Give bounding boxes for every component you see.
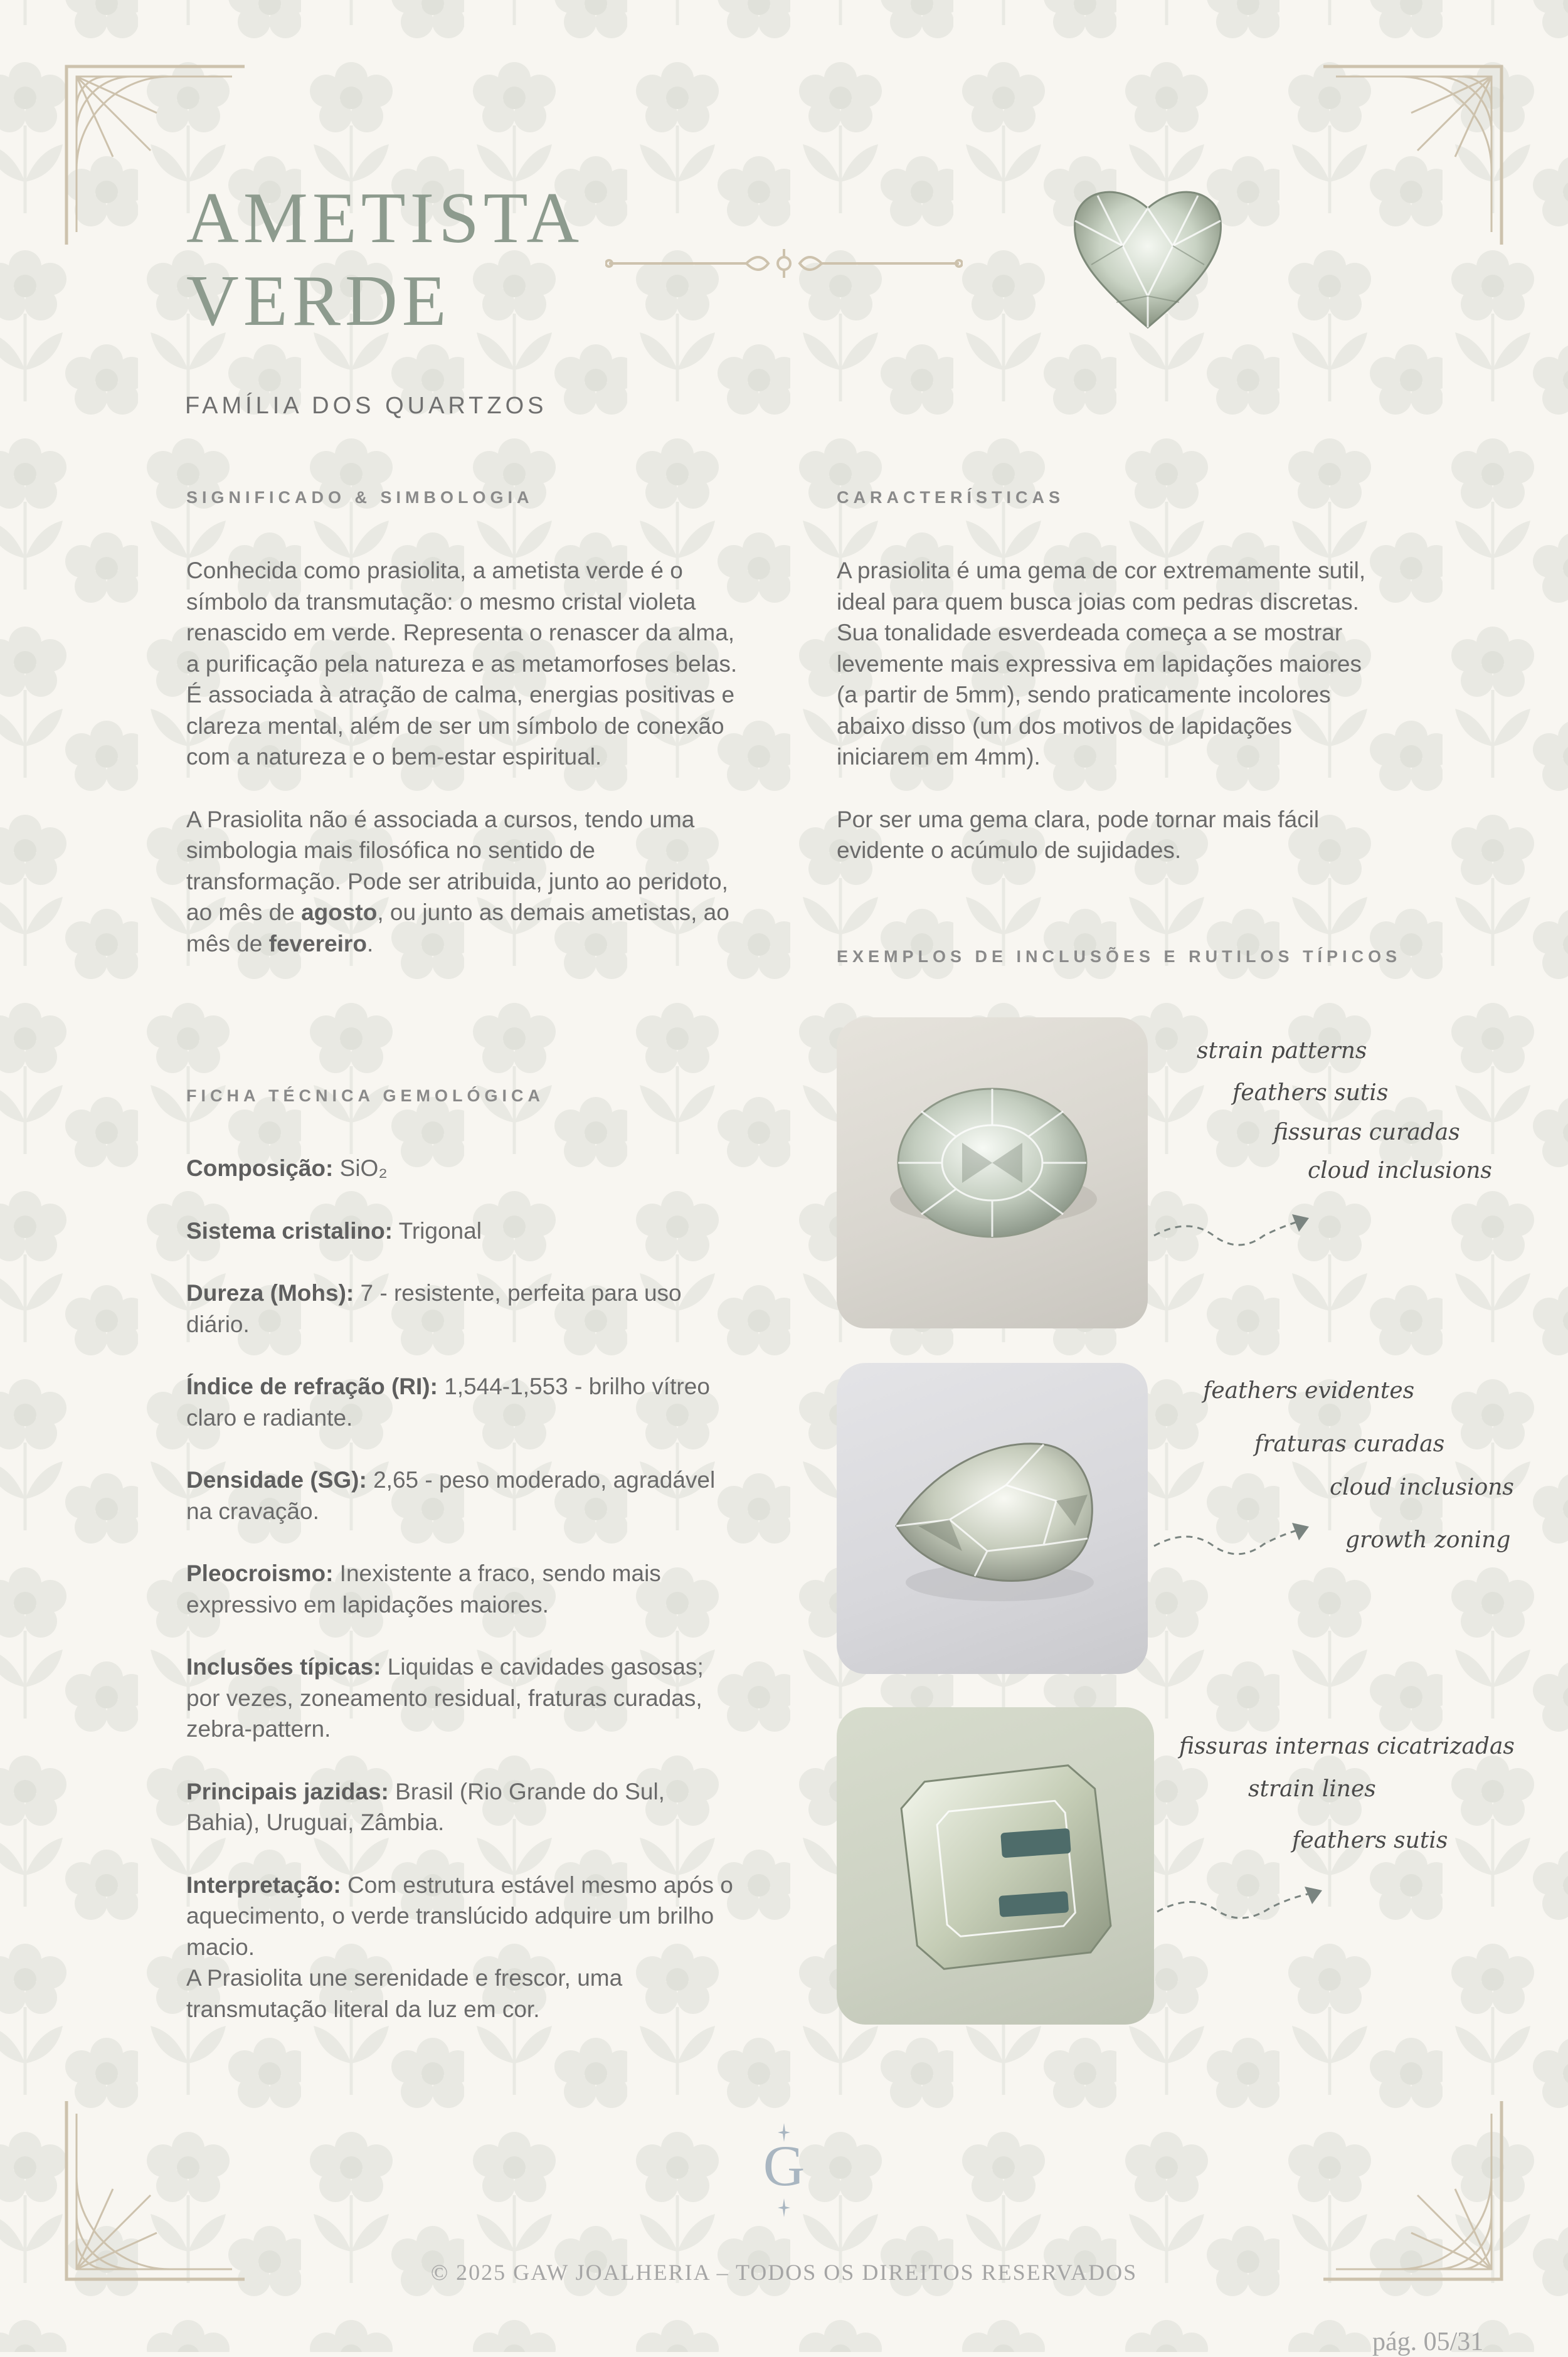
exemplos-heading: EXEMPLOS DE INCLUSÕES E RUTILOS TÍPICOS <box>837 947 1402 966</box>
pear-gem-photo <box>837 1363 1148 1674</box>
pear-note-1: feathers evidentes <box>1203 1378 1415 1404</box>
spec-label: Principais jazidas: <box>186 1778 389 1804</box>
pear-gem-image <box>837 1363 1148 1674</box>
title-line-1: AMETISTA <box>186 178 584 258</box>
oval-note-4: cloud inclusions <box>1308 1158 1492 1184</box>
spec-label: Inclusões típicas: <box>186 1654 381 1680</box>
month-fevereiro: fevereiro <box>268 930 367 956</box>
spec-inclusoes <box>186 1651 738 1745</box>
oval-note-3: fissuras curadas <box>1273 1120 1460 1145</box>
spec-jazidas <box>186 1776 738 1838</box>
caracteristicas-section <box>837 555 1389 866</box>
spec-value: SiO₂ <box>333 1155 388 1181</box>
corner-ornament-top-right <box>1317 63 1505 251</box>
title-divider-flourish <box>605 248 963 279</box>
ficha-tecnica-list <box>186 1153 738 2025</box>
pear-note-3: cloud inclusions <box>1330 1475 1514 1500</box>
corner-ornament-bottom-right <box>1317 2095 1505 2283</box>
pear-note-4: growth zoning <box>1345 1527 1511 1553</box>
page-subtitle: FAMÍLIA DOS QUARTZOS <box>185 393 548 419</box>
spec-dureza <box>186 1278 738 1340</box>
significado-heading: SIGNIFICADO & SIMBOLOGIA <box>186 488 534 507</box>
caracteristicas-heading: CARACTERÍSTICAS <box>837 488 1065 507</box>
significado-p2-a: A Prasiolita não é associada a cursos, tendo uma simbologia mais filosófica no sentido de transformação. Pode ser atribuida, junto ao peridoto, ao mês de <box>186 806 728 925</box>
spec-interpretacao <box>186 1870 738 2025</box>
page-title <box>186 177 583 342</box>
logo-star-bottom-icon <box>778 2198 790 2220</box>
emerald-cut-gem-image <box>837 1707 1154 2025</box>
pear-note-2: fraturas curadas <box>1254 1431 1445 1457</box>
spec-value: 2,65 - peso moderado, agradável na cravação. <box>186 1467 716 1524</box>
significado-section <box>186 555 738 959</box>
spec-value: Brasil (Rio Grande do Sul, Bahia), Uruguai, Zâmbia. <box>186 1778 665 1835</box>
title-line-2: VERDE <box>186 261 451 341</box>
corner-ornament-bottom-left <box>63 2095 251 2283</box>
significado-p2-e: . <box>366 930 374 956</box>
spec-value: 7 - resistente, perfeita para uso diário. <box>186 1280 682 1337</box>
spec-label: Pleocroismo: <box>186 1560 334 1586</box>
spec-value: Inexistente a fraco, sendo mais expressivo em lapidações maiores. <box>186 1560 661 1618</box>
oval-note-2: feathers sutis <box>1232 1080 1389 1106</box>
ficha-heading: FICHA TÉCNICA GEMOLÓGICA <box>186 1086 544 1105</box>
pear-pointer-arrow-icon <box>1151 1518 1314 1568</box>
oval-pointer-arrow-icon <box>1151 1210 1314 1261</box>
oval-gem-photo <box>837 1017 1148 1328</box>
spec-value: Trigonal <box>393 1217 482 1244</box>
significado-paragraph-1: Conhecida como prasiolita, a ametista verde é o símbolo da transmutação: o mesmo cristal violeta renascido em verde. Representa o renascer da alma, a purificação pela natureza e as metamorfoses belas. É associada à atração de calma, energias positivas e clareza mental, além de ser um símbolo de conexão com a natureza e o bem-estar espiritual. <box>186 558 738 770</box>
spec-composicao <box>186 1153 738 1184</box>
spec-label: Composição: <box>186 1155 334 1181</box>
significado-paragraph-2 <box>186 804 738 960</box>
brand-logo: G <box>763 2134 805 2198</box>
oval-note-1: strain patterns <box>1197 1038 1367 1064</box>
spec-label: Dureza (Mohs): <box>186 1280 354 1306</box>
ficha-closing-text: A Prasiolita une serenidade e frescor, uma transmutação literal da luz em cor. <box>186 1965 623 2022</box>
emerald-pointer-arrow-icon <box>1154 1882 1330 1932</box>
spec-label: Sistema cristalino: <box>186 1217 393 1244</box>
heart-gem-image <box>1066 177 1229 334</box>
significado-p2-c: , ou junto as demais ametistas, ao mês de <box>186 899 729 956</box>
emerald-note-2: strain lines <box>1248 1776 1376 1802</box>
spec-label: Índice de refração (RI): <box>186 1374 438 1399</box>
caracteristicas-paragraph-2: Por ser uma gema clara, pode tornar mais fácil evidente o acúmulo de sujidades. <box>837 806 1320 863</box>
month-agosto: agosto <box>301 899 378 925</box>
spec-label: Densidade (SG): <box>186 1467 367 1493</box>
footer-copyright: © 2025 GAW JOALHERIA – TODOS OS DIREITOS RESERVADOS <box>430 2260 1138 2285</box>
emerald-cut-gem-photo <box>837 1707 1154 2025</box>
spec-sistema-cristalino <box>186 1216 738 1247</box>
emerald-note-1: fissuras internas cicatrizadas <box>1179 1734 1515 1759</box>
page-number: pág. 05/31 <box>1372 2328 1484 2356</box>
spec-indice-refracao <box>186 1371 738 1433</box>
emerald-note-3: feathers sutis <box>1292 1828 1448 1853</box>
spec-label: Interpretação: <box>186 1872 341 1898</box>
spec-value: Com estrutura estável mesmo após o aquecimento, o verde translúcido adquire um brilho macio. <box>186 1872 733 1960</box>
spec-densidade <box>186 1465 738 1527</box>
oval-gem-image <box>837 1017 1148 1328</box>
caracteristicas-paragraph-1: A prasiolita é uma gema de cor extremamente sutil, ideal para quem busca joias com pedras discretas. Sua tonalidade esverdeada começa a se mostrar levemente mais expressiva em lapidações maiores (a partir de 5mm), sendo praticamente incolores abaixo disso (um dos motivos de lapidações iniciarem em 4mm). <box>837 558 1366 770</box>
spec-value: 1,544-1,553 - brilho vítreo claro e radiante. <box>186 1374 710 1431</box>
spec-value: Liquidas e cavidades gasosas; por vezes, zoneamento residual, fraturas curadas, zebra-pattern. <box>186 1654 704 1742</box>
spec-pleocroismo <box>186 1558 738 1620</box>
